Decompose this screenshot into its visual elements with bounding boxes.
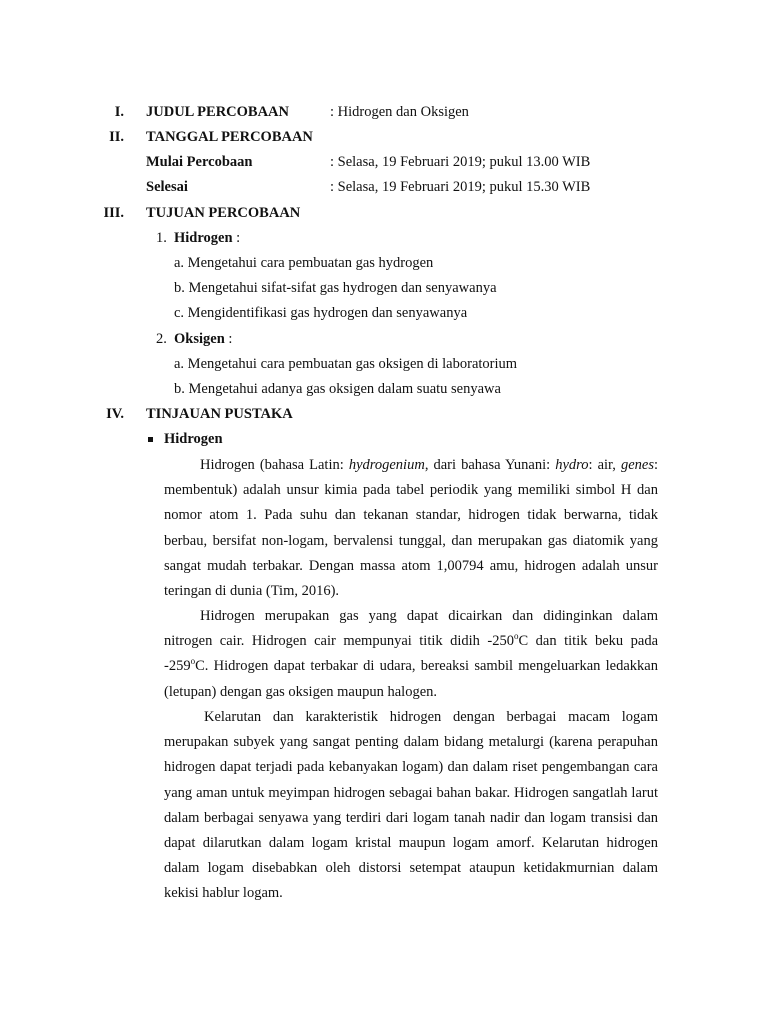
section-number: I. — [114, 104, 124, 120]
section-title: TINJAUAN PUSTAKA — [146, 406, 293, 422]
subsection-title: Hidrogen — [164, 431, 223, 447]
field-label: Mulai Percobaan — [146, 154, 253, 170]
list-number: 1. — [156, 230, 167, 246]
paragraph: Hidrogen merupakan gas yang dapat dicairkan dan didinginkan dalam nitrogen cair. Hidrogen cair mempunyai titik didih -250$^o$C dan titik beku pada -259$^o$C. Hidrogen dapat terbakar di udara, bereaksi sambil mengeluarkan ledakkan (letupan) dengan gas oksigen maupun halogen. — [164, 608, 659, 700]
section-number: IV. — [106, 406, 124, 422]
field-value: : Selasa, 19 Februari 2019; pukul 15.30 WIB — [330, 179, 591, 195]
field-label: Selesai — [146, 179, 188, 195]
list-item: b. Mengetahui sifat-sifat gas hydrogen dan senyawanya — [174, 280, 497, 296]
paragraph: Hidrogen (bahasa Latin: hydrogenium, dari bahasa Yunani: hydro: air, genes: membentuk) adalah unsur kimia pada tabel periodik yang memiliki simbol H dan nomor atom 1. Pada suhu dan tekanan standar, hidrogen tidak berwarna, tidak berbau, bersifat non-logam, bervalensi tunggal, dan merupakan gas diatomik yang sangat mudah terbakar. Dengan massa atom 1,00794 amu, hidrogen adalah unsur teringan di dunia (Tim, 2016). — [164, 457, 659, 600]
field-value: : Selasa, 19 Februari 2019; pukul 13.00 WIB — [330, 154, 591, 170]
paragraph: Kelarutan dan karakteristik hidrogen dengan berbagai macam logam merupakan subyek yang sangat penting dalam bidang metalurgi (karena perapuhan hidrogen dapat terjadi pada kebanyakan logam) dan dalam riset pengembangan cara yang aman untuk meyimpan hidrogen sebagai bahan bakar. Hidrogen sangatlah larut dalam berbagai senyawa yang terdiri dari logam tanah nadir dan logam transisi dan dapat dilarutkan dalam logam kristal maupun logam amorf. Kelarutan hidrogen dalam logam disebabkan oleh distorsi setempat ataupun ketidakmurnian dalam kekisi hablur logam. — [164, 709, 658, 902]
section-number: II. — [109, 129, 124, 145]
list-heading: Oksigen : — [174, 331, 233, 347]
list-item: c. Mengidentifikasi gas hydrogen dan senyawanya — [174, 305, 468, 321]
list-item: a. Mengetahui cara pembuatan gas hydrogen — [174, 255, 434, 271]
list-heading: Hidrogen : — [174, 230, 241, 246]
list-item: b. Mengetahui adanya gas oksigen dalam suatu senyawa — [174, 381, 501, 397]
section-number: III. — [103, 205, 124, 221]
list-number: 2. — [156, 331, 167, 347]
section-title: TUJUAN PERCOBAAN — [146, 205, 301, 221]
list-item: a. Mengetahui cara pembuatan gas oksigen di laboratorium — [174, 356, 518, 372]
section-title: TANGGAL PERCOBAAN — [146, 129, 313, 145]
square-bullet-icon — [148, 437, 153, 442]
section-value: : Hidrogen dan Oksigen — [330, 104, 469, 120]
section-title: JUDUL PERCOBAAN — [146, 104, 289, 120]
